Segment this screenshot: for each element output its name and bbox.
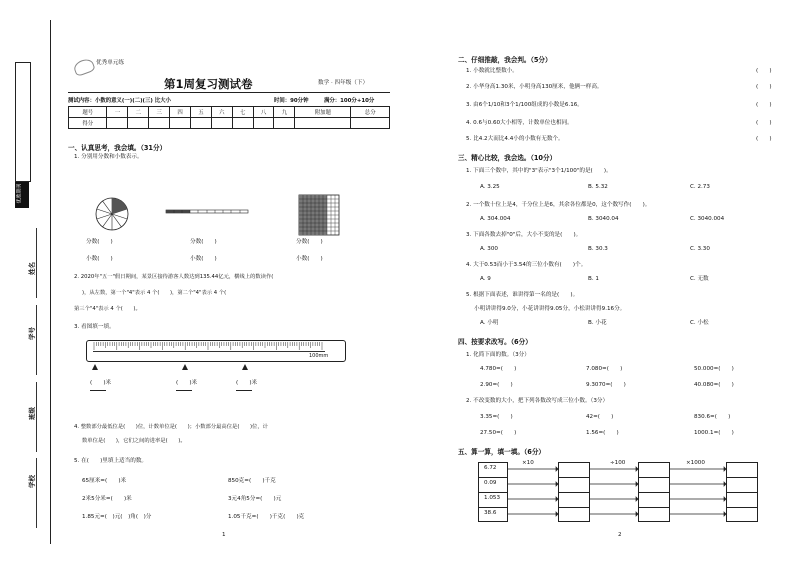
score-table-row [69, 118, 390, 129]
score-header-cell: 题号 [69, 107, 107, 118]
q5-item[interactable]: 1.85元=( )元( )角( )分 [82, 514, 152, 520]
section-3-heading: 三、精心比较，我会选。（10分） [458, 154, 557, 162]
binding-name-label: 姓名 [28, 262, 36, 275]
mc-option[interactable]: A. 小明 [480, 320, 499, 326]
q5-text: 5. 在( )里填上适当的数。 [74, 458, 148, 464]
mc-option[interactable]: B. 30.3 [588, 246, 608, 252]
score-header-cell: 附加题 [295, 107, 351, 118]
rewrite-item[interactable]: 3.35=( ) [480, 414, 513, 420]
binding-number-line[interactable] [36, 305, 37, 375]
q1-segment-figure [164, 206, 250, 222]
q3-fraction-bar [236, 390, 252, 391]
mc-option[interactable]: A. 9 [480, 276, 491, 282]
mc-option[interactable]: A. 304.004 [480, 216, 511, 222]
q3-text: 3. 看图填一填。 [74, 324, 115, 330]
flow-input: 0.09 [484, 480, 497, 486]
q3-fraction-bar [176, 390, 192, 391]
score-cell[interactable] [253, 118, 274, 129]
score-cell[interactable] [274, 118, 295, 129]
rewrite-item[interactable]: 42=( ) [586, 414, 614, 420]
mc-option[interactable]: C. 无数 [690, 276, 709, 282]
score-row-label: 得分 [69, 118, 107, 129]
title-rule [68, 92, 390, 93]
section-4-heading: 四、按要求改写。（6分） [458, 338, 532, 346]
q1-fraction-blank[interactable]: 分数( ) [190, 239, 217, 245]
score-table-header [69, 107, 390, 118]
test-time: 时间：90分钟 [274, 98, 309, 104]
simplify-item[interactable]: 7.080=( ) [586, 366, 623, 372]
judge-item: 1. 小数就比整数小。 [466, 68, 518, 74]
mc-question: 2. 一个数十位上是4，千分位上是6，其余各位都是0，这个数写作( )。 [466, 202, 651, 208]
binding-strip [0, 0, 52, 562]
flow-row-divider [726, 477, 758, 478]
test-scope: 测试内容：小数的意义(一)(二)(三) 比大小 [68, 98, 171, 104]
q3-blank[interactable]: ( )米 [176, 380, 198, 386]
binding-tag-text: 优胜期刊 [16, 183, 23, 204]
q4-text: 4. 整数部分最低位是( )位，计数单位是( )；小数部分最高位是( )位，计 [74, 424, 268, 430]
score-cell[interactable] [190, 118, 211, 129]
score-cell[interactable] [351, 118, 390, 129]
binding-name-line[interactable] [36, 228, 37, 298]
rewrite-item[interactable]: 1.56=( ) [586, 430, 619, 436]
score-header-cell: 二 [128, 107, 149, 118]
flow-input: 6.72 [484, 465, 497, 471]
section-5-heading: 五、算一算，填一填。（6分） [458, 448, 546, 456]
logo-icon [72, 57, 96, 77]
section-1-heading: 一、认真思考，我会填。（31分） [68, 144, 167, 152]
q3-ruler-ticks [92, 342, 324, 352]
judge-item: 5. 比4.2大而比4.4小的小数有无数个。 [466, 136, 564, 142]
judge-blank[interactable]: ( ) [756, 68, 772, 74]
score-header-cell: 八 [253, 107, 274, 118]
q3-blank[interactable]: ( )米 [236, 380, 258, 386]
score-header-cell: 一 [107, 107, 128, 118]
judge-blank[interactable]: ( ) [756, 102, 772, 108]
simplify-item[interactable]: 40.080=( ) [694, 382, 734, 388]
judge-item: 4. 0.6与0.60大小相等，计数单位也相同。 [466, 120, 573, 126]
flow-op-label: ×10 [522, 460, 534, 466]
mc-option[interactable]: C. 小松 [690, 320, 709, 326]
q4-1-text: 1. 化简下面的数。（3分） [466, 352, 530, 358]
score-header-cell: 六 [211, 107, 232, 118]
judge-blank[interactable]: ( ) [756, 120, 772, 126]
flow-arrows [508, 462, 728, 522]
q5-item[interactable]: 65厘米=( )米 [82, 478, 127, 484]
judge-blank[interactable]: ( ) [756, 136, 772, 142]
score-cell[interactable] [232, 118, 253, 129]
mc-question: 5. 根据下面表述，谁讲得第一名的是( )。 [466, 292, 579, 298]
page-title: 第1周复习测试卷 [164, 77, 253, 91]
binding-class-label: 班级 [28, 407, 36, 420]
flow-row-divider [478, 477, 508, 478]
q1-fraction-blank[interactable]: 分数( ) [86, 239, 113, 245]
page-2 [458, 18, 784, 542]
q3-ruler-end-label: 100mm [309, 353, 329, 359]
score-cell[interactable] [211, 118, 232, 129]
judge-item: 3. 由6个1/10和3个1/100组成的小数是6.16。 [466, 102, 583, 108]
flow-row-divider [726, 492, 758, 493]
mc-question: 1. 下面三个数中，其中的"3"表示"3个1/100"的是( )。 [466, 168, 612, 174]
q1-decimal-blank[interactable]: 小数( ) [296, 256, 323, 262]
q4-text: 数单位是( )，它们之间的进率是( )。 [82, 438, 186, 444]
binding-school-line[interactable] [36, 458, 37, 528]
score-cell[interactable] [107, 118, 128, 129]
score-cell[interactable] [149, 118, 170, 129]
mc-option[interactable]: C. 3040.004 [690, 216, 725, 222]
flow-op-label: ÷100 [610, 460, 626, 466]
flow-input: 38.6 [484, 510, 497, 516]
score-header-cell: 五 [190, 107, 211, 118]
q1-decimal-blank[interactable]: 小数( ) [86, 256, 113, 262]
q3-fraction-bar [90, 390, 106, 391]
mc-option[interactable]: C. 2.73 [690, 184, 710, 190]
q1-grid-figure [298, 194, 340, 236]
judge-blank[interactable]: ( ) [756, 84, 772, 90]
q2-text: 2. 2020年"五一"假日期间，某景区接待游客人数达到135.44亿元，横线上的数读作( [74, 274, 274, 280]
mc-option[interactable]: B. 5.32 [588, 184, 608, 190]
q5-item[interactable]: 2米5分米=( )米 [82, 496, 132, 502]
page-number: 2 [618, 532, 622, 538]
flow-row-divider [478, 507, 508, 508]
score-cell[interactable] [170, 118, 191, 129]
grade-label: 数学 · 四年级（下） [318, 80, 369, 86]
mc-option[interactable]: C. 3.30 [690, 246, 710, 252]
mc-option[interactable]: A. 300 [480, 246, 498, 252]
q5-item[interactable]: 3元4角5分=( )元 [228, 496, 282, 502]
q3-arrow [242, 364, 248, 370]
binding-notes-box [15, 62, 31, 182]
logo-text: 优秀单元练 [96, 60, 124, 66]
mc-option[interactable]: B. 小花 [588, 320, 607, 326]
score-header-cell: 四 [170, 107, 191, 118]
mc-detail: 小明讲讲得9.0分，小花讲讲得9.05分，小松讲讲得9.16分。 [474, 306, 626, 312]
score-cell[interactable] [128, 118, 149, 129]
q5-item[interactable]: 850克=( )千克 [228, 478, 276, 484]
score-cell[interactable] [295, 118, 351, 129]
score-header-cell: 三 [149, 107, 170, 118]
binding-line [50, 20, 51, 544]
q1-text: 1. 分别用分数和小数表示。 [74, 154, 143, 160]
q5-item[interactable]: 1.05千克=( )千克( )克 [228, 514, 305, 520]
score-header-cell: 九 [274, 107, 295, 118]
q4-2-text: 2. 不改变数的大小，把下列各数改写成三位小数。（3分） [466, 398, 609, 404]
mc-question: 3. 下面各数去掉"0"后，大小不变的是( )。 [466, 232, 582, 238]
flow-row-divider [726, 507, 758, 508]
binding-class-line[interactable] [36, 382, 37, 452]
flow-op-label: ×1000 [686, 460, 705, 466]
q3-arrow [92, 364, 98, 370]
simplify-item[interactable]: 2.90=( ) [480, 382, 513, 388]
page-number: 1 [222, 532, 226, 538]
simplify-item[interactable]: 9.3070=( ) [586, 382, 626, 388]
q3-arrow [182, 364, 188, 370]
rewrite-item[interactable]: 1000.1=( ) [694, 430, 734, 436]
score-header-cell: 七 [232, 107, 253, 118]
q2-text: )，从左数，第一个"4"表示 4 个( )，第二个"4"表示 4 个( [82, 290, 227, 296]
judge-item: 2. 小华身高1.30米，小明身高130厘米，他俩一样高。 [466, 84, 603, 90]
q1-fraction-blank[interactable]: 分数( ) [296, 239, 323, 245]
mc-option[interactable]: A. 3.25 [480, 184, 500, 190]
q2-text: 第三个"4"表示 4 个( )。 [74, 306, 141, 312]
rewrite-item[interactable]: 27.50=( ) [480, 430, 517, 436]
flow-row-divider [478, 492, 508, 493]
page-1 [56, 18, 396, 542]
score-header-cell: 总分 [351, 107, 390, 118]
simplify-item[interactable]: 4.780=( ) [480, 366, 517, 372]
mc-question: 4. 大于0.53而小于3.54的三位小数有( )个。 [466, 262, 587, 268]
q1-decimal-blank[interactable]: 小数( ) [190, 256, 217, 262]
mc-option[interactable]: B. 3040.04 [588, 216, 619, 222]
binding-number-label: 学号 [28, 327, 36, 340]
score-table [68, 106, 390, 129]
test-full-score: 满分：100分+10分 [324, 98, 375, 104]
q3-blank[interactable]: ( )米 [90, 380, 112, 386]
section-2-heading: 二、仔细推敲，我会判。（5分） [458, 56, 552, 64]
q1-circle-figure [94, 196, 130, 232]
simplify-item[interactable]: 50.000=( ) [694, 366, 734, 372]
rewrite-item[interactable]: 830.6=( ) [694, 414, 731, 420]
binding-school-label: 学校 [28, 475, 36, 488]
flow-input: 1.053 [484, 495, 501, 501]
mc-option[interactable]: B. 1 [588, 276, 599, 282]
